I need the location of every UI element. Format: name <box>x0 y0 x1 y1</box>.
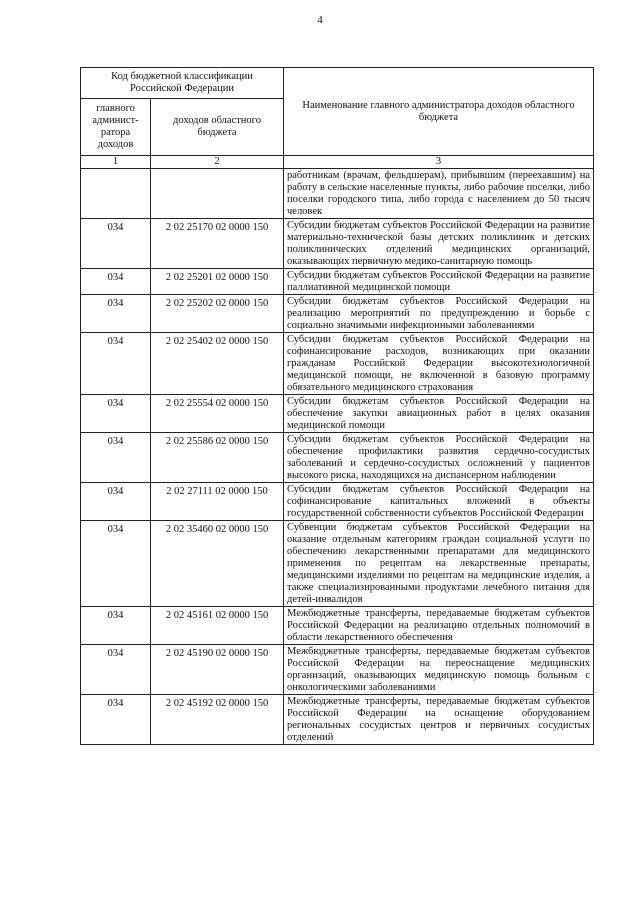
table-row <box>81 395 594 433</box>
description-cell: Субсидии бюджетам субъектов Российской Федерации на развитие материально-технической базы детских поликлиник и детских поликлинических отделений медицинских организаций, оказывающих первичную медико-санитарную помощь <box>284 219 594 269</box>
admin-code-cell: 034 <box>81 521 151 607</box>
table-row <box>81 219 594 269</box>
description-cell: Субсидии бюджетам субъектов Российской Федерации на софинансирование капитальных вложений в объекты государственной собственности субъектов Российской Федерации <box>284 483 594 521</box>
column-number: 3 <box>284 156 594 169</box>
revenue-code-cell: 2 02 27111 02 0000 150 <box>151 483 284 521</box>
admin-code-cell: 034 <box>81 483 151 521</box>
admin-code-cell <box>81 169 151 219</box>
table-row <box>81 607 594 645</box>
header-group-label: Код бюджетной классификации Российской Федерации <box>81 68 284 99</box>
admin-code-cell: 034 <box>81 607 151 645</box>
description-cell: Субсидии бюджетам субъектов Российской Федерации на развитие паллиативной медицинской помощи <box>284 269 594 295</box>
table-row <box>81 521 594 607</box>
description-cell: Субсидии бюджетам субъектов Российской Федерации на реализацию мероприятий по предупреждению и борьбе с социально значимыми инфекционными заболеваниями <box>284 295 594 333</box>
admin-code-cell: 034 <box>81 269 151 295</box>
table-row <box>81 295 594 333</box>
admin-code-cell: 034 <box>81 295 151 333</box>
revenue-code-cell: 2 02 25201 02 0000 150 <box>151 269 284 295</box>
revenue-code-cell: 2 02 35460 02 0000 150 <box>151 521 284 607</box>
table-row <box>81 333 594 395</box>
revenue-code-cell: 2 02 45190 02 0000 150 <box>151 645 284 695</box>
header-revenue-column: доходов областного бюджета <box>151 99 284 156</box>
table-row <box>81 269 594 295</box>
revenue-code-cell: 2 02 25202 02 0000 150 <box>151 295 284 333</box>
table-row <box>81 645 594 695</box>
header-number-row <box>81 156 594 169</box>
admin-code-cell: 034 <box>81 219 151 269</box>
header-name-column: Наименование главного администратора доходов областного бюджета <box>284 68 594 156</box>
description-cell: Субсидии бюджетам субъектов Российской Федерации на обеспечение профилактики развития сердечно-сосудистых заболеваний и сердечно-сосудистых осложнений у пациентов высокого риска, находящихся на диспансерном наблюдении <box>284 433 594 483</box>
budget-classification-table <box>80 67 594 745</box>
revenue-code-cell: 2 02 45192 02 0000 150 <box>151 695 284 745</box>
description-cell: Субсидии бюджетам субъектов Российской Федерации на обеспечение закупки авиационных работ в целях оказания медицинской помощи <box>284 395 594 433</box>
table-row <box>81 695 594 745</box>
table-row <box>81 169 594 219</box>
column-number: 2 <box>151 156 284 169</box>
admin-code-cell: 034 <box>81 395 151 433</box>
table-row <box>81 483 594 521</box>
revenue-code-cell: 2 02 25554 02 0000 150 <box>151 395 284 433</box>
admin-code-cell: 034 <box>81 333 151 395</box>
column-number: 1 <box>81 156 151 169</box>
revenue-code-cell <box>151 169 284 219</box>
description-cell: Межбюджетные трансферты, передаваемые бюджетам субъектов Российской Федерации на реализацию отдельных полномочий в области лекарственного обеспечения <box>284 607 594 645</box>
header-row-top <box>81 68 594 99</box>
description-cell: работникам (врачам, фельдшерам), прибывшим (переехавшим) на работу в сельские населенные пункты, либо рабочие поселки, либо поселки городского типа, либо города с населением до 50 тысяч человек <box>284 169 594 219</box>
revenue-code-cell: 2 02 25586 02 0000 150 <box>151 433 284 483</box>
table-row <box>81 433 594 483</box>
admin-code-cell: 034 <box>81 645 151 695</box>
description-cell: Субвенции бюджетам субъектов Российской Федерации на оказание отдельным категориям граждан социальной услуги по обеспечению лекарственными препаратами для медицинского применения по рецептам на лекарственные препараты, медицинскими изделиями по рецептам на медицинские изделия, а также специализированными продуктами лечебного питания для детей-инвалидов <box>284 521 594 607</box>
revenue-code-cell: 2 02 25170 02 0000 150 <box>151 219 284 269</box>
description-cell: Межбюджетные трансферты, передаваемые бюджетам субъектов Российской Федерации на переоснащение медицинских организаций, оказывающих медицинскую помощь больным с онкологическими заболеваниями <box>284 645 594 695</box>
revenue-code-cell: 2 02 45161 02 0000 150 <box>151 607 284 645</box>
admin-code-cell: 034 <box>81 433 151 483</box>
header-admin-column: главного админист-ратора доходов <box>81 99 151 156</box>
page-number: 4 <box>317 14 323 26</box>
admin-code-cell: 034 <box>81 695 151 745</box>
description-cell: Межбюджетные трансферты, передаваемые бюджетам субъектов Российской Федерации на оснащение оборудованием региональных сосудистых центров и первичных сосудистых отделений <box>284 695 594 745</box>
description-cell: Субсидии бюджетам субъектов Российской Федерации на софинансирование расходов, возникающих при оказании гражданам Российской Федерации высокотехнологичной медицинской помощи, не включенной в базовую программу обязательного медицинского страхования <box>284 333 594 395</box>
revenue-code-cell: 2 02 25402 02 0000 150 <box>151 333 284 395</box>
